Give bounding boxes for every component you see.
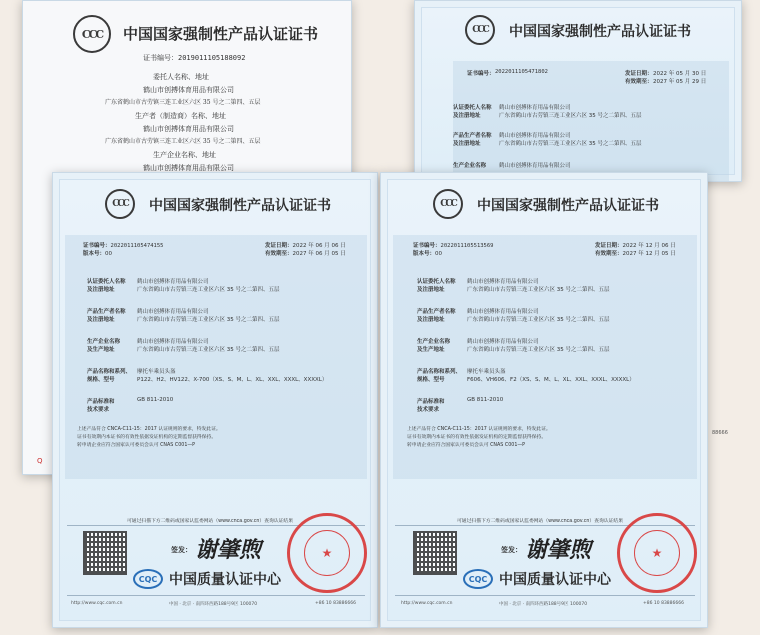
footer-address: 中国 · 北京 · 南四环西路188号9区 100070 — [499, 602, 588, 607]
cqc-logo-icon: CQC — [133, 569, 163, 589]
certificate-title: 中国国家强制性产品认证证书 — [509, 24, 691, 40]
signature: 谢肇煦 — [195, 537, 262, 563]
maker-address-label: 及注册地址 — [417, 317, 445, 323]
ccc-logo-icon: CCC — [105, 189, 135, 219]
version-label: 版本号： — [413, 251, 436, 257]
tech-label: 技术要求 — [417, 407, 440, 413]
client-address-label: 及注册地址 — [87, 287, 115, 293]
factory-label: 生产企业名称 — [417, 339, 451, 345]
qr-code[interactable] — [83, 531, 127, 575]
qr-code[interactable] — [413, 531, 457, 575]
client-address: 广东省鹤山市古劳镇三连工业区六区 35 号之二第四、五层 — [499, 113, 642, 119]
footer-address: 中国 · 北京 · 南四环西路188号9区 100070 — [169, 602, 258, 607]
certificate-title: 中国国家强制性产品认证证书 — [477, 198, 659, 214]
product-models: F606、VH606、F2（XS、S、M、L、XL、XXL、XXXL、XXXXL） — [467, 377, 635, 383]
sign-label: 签发： — [171, 546, 192, 554]
tech-label: 技术要求 — [87, 407, 110, 413]
factory-name: 鹤山市创搏体育用品有限公司 — [137, 339, 209, 345]
maker-name: 鹤山市创搏体育用品有限公司 — [467, 309, 539, 315]
certificate-title: 中国国家强制性产品认证证书 — [123, 25, 319, 43]
model-label: 规格、型号 — [87, 377, 115, 383]
issue-date: 2022 年 05 月 30 日 — [653, 71, 707, 77]
cqc-logo-icon: CQC — [463, 569, 493, 589]
edge-text: 88666 — [712, 430, 728, 436]
issue-date-label: 发证日期： — [625, 71, 653, 77]
cert-number-label: 证书编号： — [467, 71, 495, 77]
corner-mark: Q — [37, 457, 43, 465]
expire-date-label: 有效期至： — [625, 79, 653, 85]
expire-date: 2027 年 06 月 05 日 — [292, 251, 346, 257]
certification-seal: ★ — [617, 513, 697, 593]
note-2: 证书有效期内本证书的有效性依据发证机构的定期监督获得保持。 — [77, 435, 217, 440]
client-name: 鹤山市创搏体育用品有限公司 — [143, 86, 234, 94]
certificate-front-left — [52, 172, 378, 628]
version: 00 — [105, 251, 113, 257]
cert-number: 证书编号：2019011105188092 — [143, 54, 246, 62]
client-address: 广东省鹤山市古劳镇三连工业区六区 35 号之二第四、五层 — [105, 99, 261, 106]
factory-address: 广东省鹤山市古劳镇三连工业区六区 35 号之二第四、五层 — [137, 347, 280, 353]
product-name: 摩托车乘员头盔 — [137, 369, 176, 375]
cqc-brand — [463, 569, 611, 589]
query-note: 可通过扫描下方二维码或国家认监委网站（www.cnca.gov.cn）查询认证结果 — [457, 519, 624, 524]
maker-heading: 生产者（制造商）名称、地址 — [135, 112, 226, 120]
factory-name: 鹤山市创搏体育用品有限公司 — [499, 163, 571, 169]
note-2: 证书有效期内本证书的有效性依据发证机构的定期监督获得保持。 — [407, 435, 547, 440]
maker-address: 广东省鹤山市古劳镇三连工业区六区 35 号之二第四、五层 — [137, 317, 280, 323]
standard-label: 产品标准和 — [87, 399, 115, 405]
issue-date: 2022 年 12 月 06 日 — [622, 243, 676, 249]
product-label: 产品名称和系列、 — [417, 369, 462, 375]
client-address-label: 及注册地址 — [453, 113, 481, 119]
footer-phone: +86 10 83886666 — [643, 601, 684, 606]
note-3: 转申请企业应符合国家认可委员会认可 CNAS C001—P — [77, 443, 196, 448]
client-name: 鹤山市创搏体育用品有限公司 — [137, 279, 209, 285]
client-label: 认证委托人名称 — [453, 105, 492, 111]
maker-name: 鹤山市创搏体育用品有限公司 — [137, 309, 209, 315]
maker-name: 鹤山市创搏体育用品有限公司 — [499, 133, 571, 139]
certification-seal: ★ — [287, 513, 367, 593]
note-1: 上述产品符合 CNCA-C11-15：2017 认证规则的要求，特发此证。 — [77, 427, 221, 432]
standard: GB 811-2010 — [467, 397, 504, 403]
maker-address: 广东省鹤山市古劳镇三连工业区六区 35 号之二第四、五层 — [105, 138, 261, 145]
standard-label: 产品标准和 — [417, 399, 445, 405]
product-models: P122、H2、HV122、X-700（XS、S、M、L、XL、XXL、XXXL、XXXXL） — [137, 377, 328, 383]
factory-heading: 生产企业名称、地址 — [153, 151, 216, 159]
client-label: 认证委托人名称 — [417, 279, 456, 285]
ccc-logo-icon: CCC — [433, 189, 463, 219]
query-note: 可通过扫描下方二维码或国家认监委网站（www.cnca.gov.cn）查询认证结果 — [127, 519, 294, 524]
issue-date-label: 发证日期： — [265, 243, 293, 249]
model-label: 规格、型号 — [417, 377, 445, 383]
product-label: 产品名称和系列、 — [87, 369, 132, 375]
maker-label: 产品生产者名称 — [453, 133, 492, 139]
signature: 谢肇煦 — [525, 537, 592, 563]
factory-address-label: 及生产地址 — [417, 347, 445, 353]
sign-label: 签发： — [501, 546, 522, 554]
maker-address: 广东省鹤山市古劳镇三连工业区六区 35 号之二第四、五层 — [499, 141, 642, 147]
factory-address: 广东省鹤山市古劳镇三连工业区六区 35 号之二第四、五层 — [467, 347, 610, 353]
factory-address-label: 及生产地址 — [87, 347, 115, 353]
note-1: 上述产品符合 CNCA-C11-15：2017 认证规则的要求，特发此证。 — [407, 427, 551, 432]
factory-name: 鹤山市创搏体育用品有限公司 — [143, 164, 234, 172]
ccc-logo-icon: CCC — [73, 15, 111, 53]
cert-number-label: 证书编号： — [83, 243, 111, 249]
client-heading: 委托人名称、地址 — [153, 73, 209, 81]
cert-number: 2022011105513569 — [440, 243, 494, 249]
maker-label: 产品生产者名称 — [87, 309, 126, 315]
cert-number-label: 证书编号： — [413, 243, 441, 249]
factory-label: 生产企业名称 — [453, 163, 487, 169]
issue-date: 2022 年 06 月 06 日 — [292, 243, 346, 249]
client-name: 鹤山市创搏体育用品有限公司 — [467, 279, 539, 285]
footer-web[interactable]: http://www.cqc.com.cn — [71, 601, 123, 606]
client-address: 广东省鹤山市古劳镇三连工业区六区 35 号之二第四、五层 — [137, 287, 280, 293]
expire-date: 2027 年 12 月 05 日 — [622, 251, 676, 257]
footer-phone: +86 10 83886666 — [315, 601, 356, 606]
cert-number: 2022011105471802 — [495, 69, 548, 75]
client-name: 鹤山市创搏体育用品有限公司 — [499, 105, 571, 111]
org-name: 中国质量认证中心 — [499, 572, 611, 588]
certificate-back-right — [414, 0, 742, 182]
expire-date-label: 有效期至： — [595, 251, 623, 257]
factory-name: 鹤山市创搏体育用品有限公司 — [467, 339, 539, 345]
client-label: 认证委托人名称 — [87, 279, 126, 285]
expire-date-label: 有效期至： — [265, 251, 293, 257]
org-name: 中国质量认证中心 — [169, 572, 281, 588]
maker-label: 产品生产者名称 — [417, 309, 456, 315]
product-name: 摩托车乘员头盔 — [467, 369, 506, 375]
maker-address-label: 及注册地址 — [453, 141, 481, 147]
version-label: 版本号： — [83, 251, 106, 257]
client-address: 广东省鹤山市古劳镇三连工业区六区 35 号之二第四、五层 — [467, 287, 610, 293]
certificate-front-right — [380, 172, 708, 628]
issue-date-label: 发证日期： — [595, 243, 623, 249]
cert-number: 2022011105474155 — [110, 243, 164, 249]
version: 00 — [435, 251, 443, 257]
expire-date: 2027 年 05 月 29 日 — [653, 79, 707, 85]
ccc-logo-icon: CCC — [465, 15, 495, 45]
cqc-brand — [133, 569, 281, 589]
client-address-label: 及注册地址 — [417, 287, 445, 293]
note-3: 转申请企业应符合国家认可委员会认可 CNAS C001—P — [407, 443, 526, 448]
maker-address: 广东省鹤山市古劳镇三连工业区六区 35 号之二第四、五层 — [467, 317, 610, 323]
certificate-title: 中国国家强制性产品认证证书 — [149, 198, 331, 214]
maker-name: 鹤山市创搏体育用品有限公司 — [143, 125, 234, 133]
factory-label: 生产企业名称 — [87, 339, 121, 345]
footer-web[interactable]: http://www.cqc.com.cn — [401, 601, 453, 606]
standard: GB 811-2010 — [137, 397, 174, 403]
maker-address-label: 及注册地址 — [87, 317, 115, 323]
